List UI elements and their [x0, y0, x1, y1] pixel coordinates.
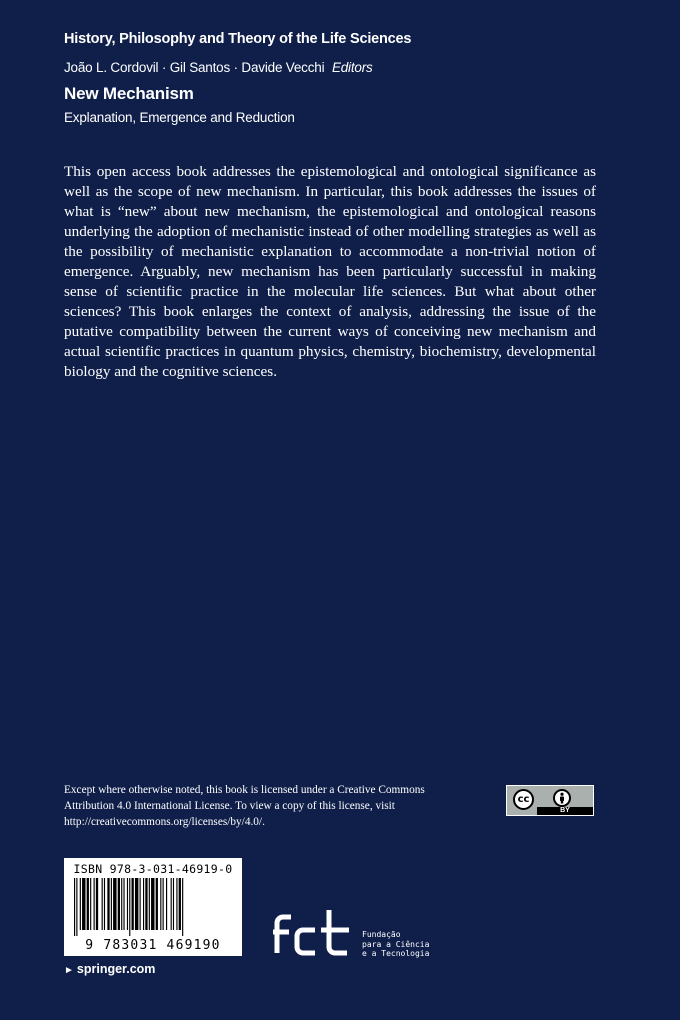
creative-commons-badge[interactable]	[506, 785, 594, 816]
editors-line	[64, 60, 373, 75]
funder-name: Fundação para a Ciência e a Tecnologia	[362, 930, 430, 958]
barcode-bar	[76, 878, 77, 936]
barcode-bar	[182, 878, 183, 936]
barcode-bar	[140, 878, 141, 930]
barcode-bar	[94, 878, 95, 930]
publisher-link[interactable]	[64, 962, 155, 976]
barcode-bar	[135, 878, 138, 930]
barcode-bar	[107, 878, 109, 930]
barcode-bar	[121, 878, 122, 930]
barcode-bar	[176, 878, 177, 930]
barcode-bar	[132, 878, 134, 930]
barcode-bar	[74, 878, 75, 936]
editor-names: João L. Cordovil · Gil Santos · Davide Vecchi	[64, 60, 325, 75]
barcode-bar	[179, 878, 181, 930]
barcode-bar	[96, 878, 98, 930]
barcode-bar	[90, 878, 91, 930]
isbn-barcode	[64, 858, 242, 956]
cc-icon: cc	[513, 789, 534, 810]
publisher-url: springer.com	[76, 962, 156, 976]
barcode-bar	[129, 878, 130, 936]
by-label: BY	[537, 807, 593, 815]
barcode-bar	[143, 878, 144, 930]
barcode-bar	[160, 878, 161, 930]
barcode-bar	[166, 878, 167, 930]
barcode-bar	[151, 878, 154, 930]
fct-logo	[273, 908, 353, 958]
barcode-digits: 9 783031 469190	[85, 938, 221, 953]
barcode-bar	[123, 878, 124, 930]
barcode-bars	[74, 878, 232, 936]
barcode-bar	[163, 878, 164, 930]
barcode-bar	[111, 878, 112, 930]
barcode-bar	[87, 878, 89, 930]
arrow-icon: ►	[64, 965, 74, 976]
attribution-person-icon	[553, 789, 571, 807]
barcode-bar	[80, 878, 81, 930]
book-description: This open access book addresses the epistemological and ontological significance as well as the scope of new mechanism. In particular, this book addresses the issues of what is “new” about new mechanism, the epistemological and ontological reasons underlying the adoption of mechanistic instead of other modelling strategies as well as the possibility of mechanistic explanation to accommodate a non-trivial notion of emergence. Arguably, new mechanism has been particularly successful in making sense of scientific practice in the molecular life sciences. But what about other sciences? This book enlarges the context of analysis, addressing the issue of the putative compatibility between the current ways of conceiving new mechanism and actual scientific practices in quantum physics, chemistry, biochemistry, developmental biology and the cognitive sciences.	[64, 163, 596, 380]
barcode-bar	[156, 878, 158, 930]
barcode-bar	[82, 878, 85, 930]
barcode-bar	[127, 878, 128, 930]
book-title: New Mechanism	[64, 84, 194, 103]
barcode-bar	[171, 878, 172, 930]
isbn-text: ISBN 978-3-031-46919-0	[73, 862, 233, 876]
license-notice: Except where otherwise noted, this book is licensed under a Creative Commons Attribution 4.0 International License. To view a copy of this license, visit http://creativecommons.org/licenses/by/4.0/.	[64, 784, 425, 828]
editors-role: Editors	[331, 60, 373, 75]
barcode-bar	[113, 878, 116, 930]
barcode-bar	[118, 878, 120, 930]
barcode-bar	[173, 878, 174, 930]
barcode-bar	[145, 878, 147, 930]
series-title: History, Philosophy and Theory of the Life Sciences	[64, 31, 412, 47]
barcode-bar	[149, 878, 150, 930]
book-subtitle: Explanation, Emergence and Reduction	[64, 110, 295, 125]
barcode-bar	[104, 878, 105, 930]
barcode-bar	[102, 878, 103, 930]
